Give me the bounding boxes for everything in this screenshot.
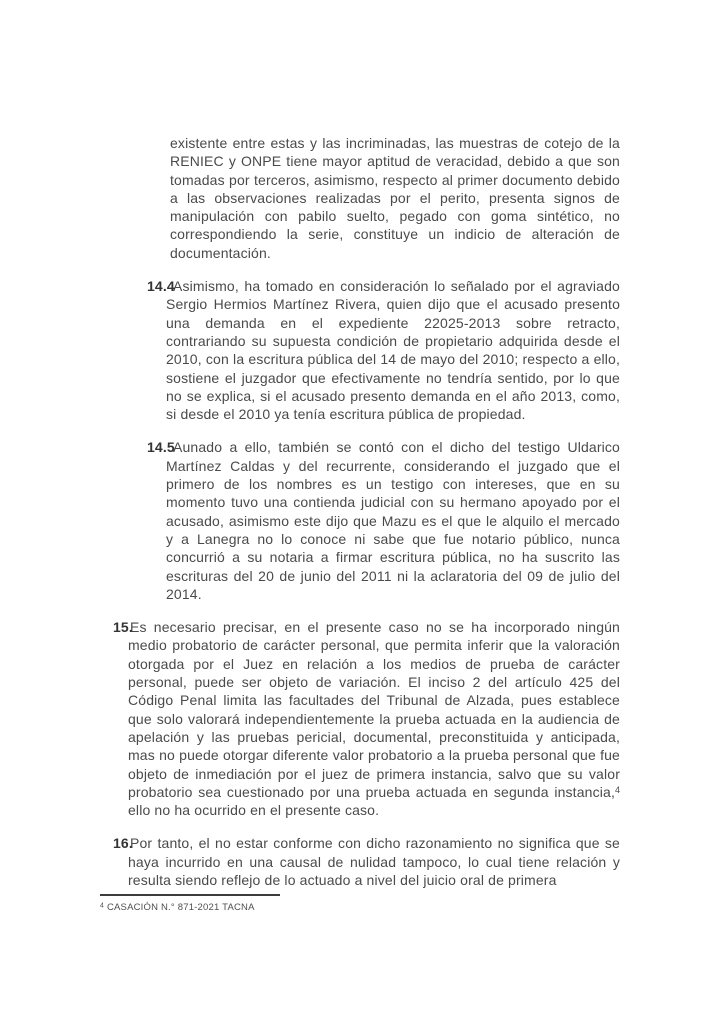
list-item-14-4 <box>147 277 620 423</box>
footnote-citation: CASACIÓN N.° 871-2021 TACNA <box>106 902 255 913</box>
item-text-14-4: Asimismo, ha tomado en consideración lo señalado por el agraviado Sergio Hermios Martínez Rivera, quien dijo que el acusado presento una demanda en el expediente 22025-2013 sobre retracto, contrariando su supuesta condición de propietario adquirida desde el 2010, con la escritura pública del 14 de mayo del 2010; respecto a ello, sostiene el juzgador que efectivamente no tendría sentido, por lo que no se explica, si el acusado presento demanda en el año 2013, como, si desde el 2010 ya tenía escritura pública de propiedad. <box>166 278 620 423</box>
item-text-15-after-ref: ello no ha ocurrido en el presente caso. <box>128 802 380 819</box>
list-item-16 <box>113 834 620 889</box>
list-item-14-5 <box>147 438 620 603</box>
list-item-15 <box>113 618 620 819</box>
item-number-15: 15. <box>113 619 133 636</box>
item-text-14-5: Aunado a ello, también se contó con el dicho del testigo Uldarico Martínez Caldas y del recurrente, considerando el juzgado que el primero de los nombres es un testigo con intereses, que en su momento tuvo una contienda judicial con su hermano apoyado por el acusado, asimismo este dijo que Mazu es el que le alquilo el mercado y a Lanegra no lo conoce ni sabe que fue notario público, nunca concurrió a su notaria a firmar escritura pública, no ha suscrito las escrituras del 20 de junio del 2011 ni la aclaratoria del 09 de julio del 2014. <box>166 439 620 602</box>
item-text-15 <box>128 619 620 818</box>
item-number-14-4: 14.4 <box>147 278 175 295</box>
footnote-reference-4: 4 <box>614 784 620 795</box>
footnote-marker: 4 <box>100 902 105 910</box>
paragraph-continuation: existente entre estas y las incriminadas, las muestras de cotejo de la RENIEC y ONPE tiene mayor aptitud de veracidad, debido a que son tomadas por terceros, asimismo, respecto al primer documento debido a las observaciones realizadas por el perito, presenta signos de manipulación con pabilo suelto, pegado con goma sintético, no correspondiendo la serie, constituye un indicio de alteración de documentación. <box>170 135 620 261</box>
footnote-text <box>100 902 530 914</box>
item-text-15-before-ref: Es necesario precisar, en el presente caso no se ha incorporado ningún medio probatorio de carácter personal, que permita inferir que la valoración otorgada por el Juez en relación a los medios de prueba de carácter personal, puede ser objeto de variación. El inciso 2 del artículo 425 del Código Penal limita las facultades del Tribunal de Alzada, pues establece que solo valorará independientemente la prueba actuada en la audiencia de apelación y las pruebas pericial, documental, preconstituida y anticipada, mas no puede otorgar diferente valor probatorio a la prueba personal que fue objeto de inmediación por el juez de primera instancia, salvo que su valor probatorio sea cuestionado por una prueba actuada en segunda instancia, <box>128 619 620 800</box>
item-number-16: 16. <box>113 835 133 852</box>
footnote-separator-rule <box>100 894 280 896</box>
item-number-14-5: 14.5 <box>147 439 175 456</box>
footnote <box>100 894 530 914</box>
item-text-16: Por tanto, el no estar conforme con dicho razonamiento no significa que se haya incurrido en una causal de nulidad tampoco, lo cual tiene relación y resulta siendo reflejo de lo actuado a nivel del juicio oral de primera <box>128 835 620 888</box>
